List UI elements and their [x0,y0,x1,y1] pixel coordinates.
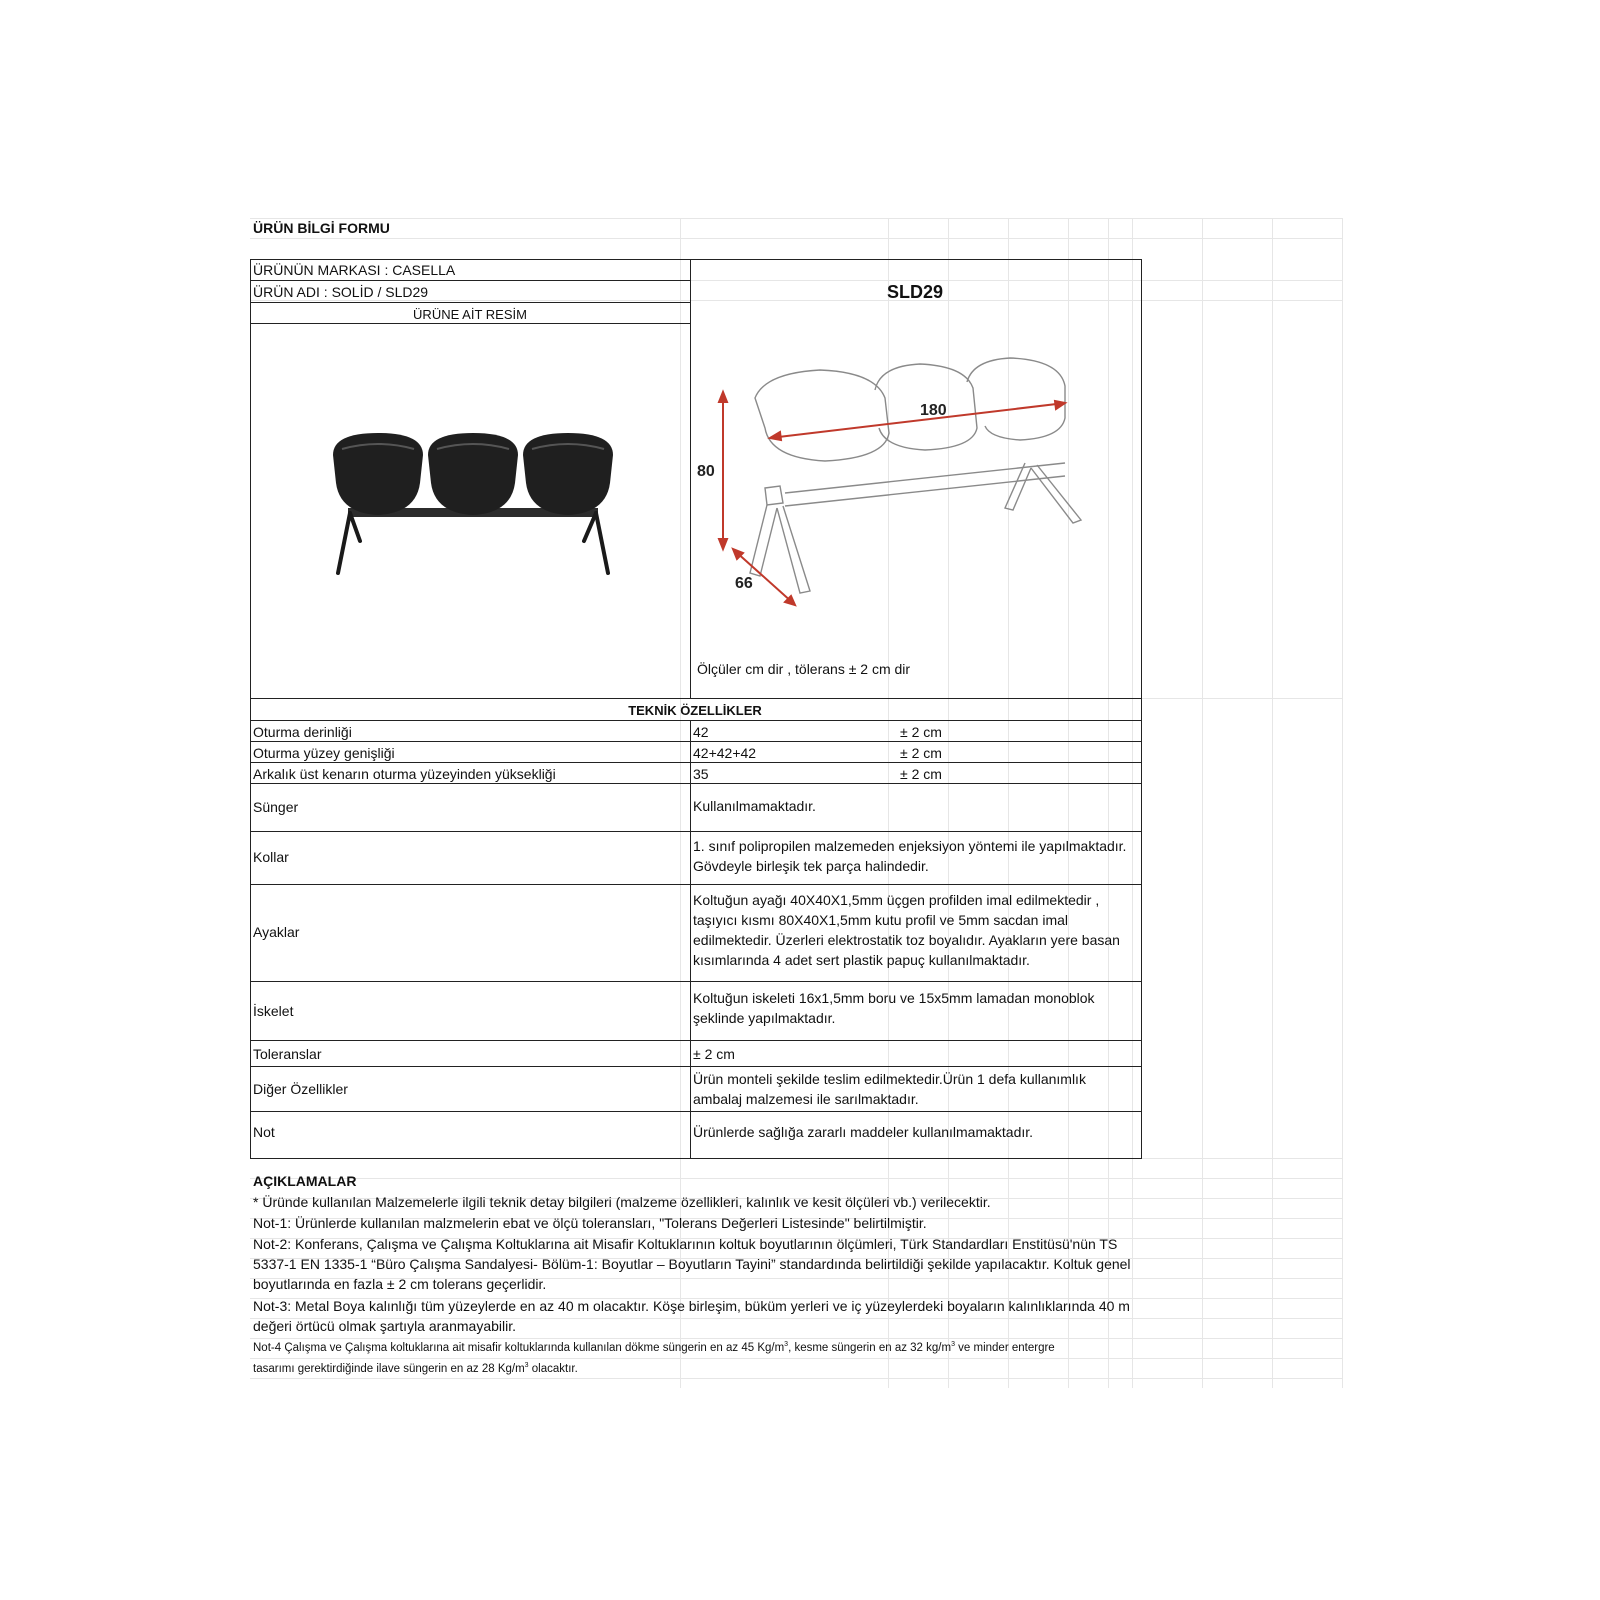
measurement-value: 42 [693,724,709,740]
note-4-text: tasarımı gerektirdiğinde ilave süngerin en az 28 Kg/m [253,1362,525,1375]
superscript: 3 [784,1341,789,1348]
divider [250,831,1141,832]
grid-line [1342,218,1343,1388]
note-4-text: , kesme süngerin en az 32 kg/m [788,1341,952,1354]
divider [250,302,690,303]
divider [250,698,1141,699]
brand-line: ÜRÜNÜN MARKASI : CASELLA [253,262,456,278]
spec-value: Gövdeyle birleşik tek parça halindedir. [693,858,929,874]
spec-value: Koltuğun ayağı 40X40X1,5mm üçgen profilden imal edilmektedir , [693,892,1100,908]
divider [250,884,1141,885]
divider [250,783,1141,784]
grid-line [250,218,1342,219]
note-4-line [253,1356,578,1379]
note-line: Not-2: Konferans, Çalışma ve Çalışma Koltuklarına ait Misafir Koltuklarının koltuk boyutlarının ölçümleri, Türk Standardları Enstitüsü'nün TS [253,1236,1118,1252]
spec-label-iskelet: İskelet [253,1003,294,1019]
note-4-text: Not-4 Çalışma ve Çalışma koltuklarına ait misafir koltuklarında kullanılan dökme süngerin en az 45 Kg/m [253,1341,785,1354]
product-code: SLD29 [886,282,944,302]
measurement-tolerance: ± 2 cm [900,724,942,740]
note-4-text: olacaktır. [528,1362,578,1375]
note-line: * Üründe kullanılan Malzemelerle ilgili teknik detay bilgileri (malzeme özellikleri, kalınlık ve kesit ölçüleri vb.) verilecektir. [253,1194,991,1210]
note-4-line [253,1335,1055,1358]
spec-value: Kullanılmamaktadır. [693,798,816,814]
measurement-label: Oturma yüzey genişliği [253,745,395,761]
grid-line [250,1178,1342,1179]
divider [690,720,691,1158]
spec-value: taşıyıcı kısmı 80X40X1,5mm kutu profil ve 5mm sacdan imal [693,912,1069,928]
tech-header: TEKNİK ÖZELLİKLER [628,703,762,718]
note-line: değeri örtücü olmak şartıyla aranmayabilir. [253,1318,517,1334]
spec-value: edilmektedir. Üzerleri elektrostatik toz boyalıdır. Ayakların yere basan [693,932,1120,948]
divider [250,741,1141,742]
notes-header: AÇIKLAMALAR [253,1173,357,1189]
divider [250,1066,1141,1067]
measurement-label: Arkalık üst kenarın oturma yüzeyinden yüksekliği [253,766,556,782]
measurement-tolerance: ± 2 cm [900,766,942,782]
spec-value: şeklinde yapılmaktadır. [693,1010,836,1026]
divider [250,981,1141,982]
spec-value: kısımlarında 4 adet sert plastik papuç kullanılmaktadır. [693,952,1030,968]
image-caption: ÜRÜNE AİT RESİM [413,307,527,322]
superscript: 3 [951,1341,955,1348]
note-line: Not-1: Ürünlerde kullanılan malzmelerin ebat ve ölçü toleransları, "Tolerans Değerleri Listesinde" belirtilmiştir. [253,1215,927,1231]
spec-label-not: Not [253,1124,275,1140]
product-photo [328,433,618,583]
grid-line [1272,218,1273,1388]
note-line: 5337-1 EN 1335-1 “Büro Çalışma Sandalyesi- Bölüm-1: Boyutlar – Boyutların Tayini” standardında belirtildiği şekilde yapılacaktır. Koltuk genel [253,1256,1131,1272]
spec-label-ayaklar: Ayaklar [253,924,300,940]
dimension-width: 180 [920,402,947,419]
dimension-height: 80 [697,463,715,480]
dimension-depth: 66 [735,575,753,592]
form-title: ÜRÜN BİLGİ FORMU [253,220,390,236]
spec-value: ± 2 cm [693,1046,735,1062]
spec-value: Ürün monteli şekilde teslim edilmektedir.Ürün 1 defa kullanımlık [693,1071,1086,1087]
divider [690,259,691,698]
divider [250,1111,1141,1112]
technical-drawing [697,358,1105,598]
product-info-sheet [250,218,1360,1388]
measurement-value: 42+42+42 [693,745,757,761]
note-line: boyutlarında en fazla ± 2 cm tolerans geçerlidir. [253,1276,547,1292]
spec-value: 1. sınıf polipropilen malzemeden enjeksiyon yöntemi ile yapılmaktadır. [693,838,1127,854]
divider [250,280,690,281]
spec-value: Koltuğun iskeleti 16x1,5mm boru ve 15x5mm lamadan monoblok [693,990,1095,1006]
divider [250,720,1141,721]
dimension-note: Ölçüler cm dir , tölerans ± 2 cm dir [697,661,911,677]
measurement-tolerance: ± 2 cm [900,745,942,761]
note-line: Not-3: Metal Boya kalınlığı tüm yüzeylerde en az 40 m olacaktır. Köşe birleşim, büküm yerleri ve iç yüzeylerdeki boyaların kalınlıklarında 40 m [253,1298,1130,1314]
spec-label-kollar: Kollar [253,849,289,865]
divider [250,1040,1141,1041]
spec-label-sunger: Sünger [253,799,299,815]
measurement-value: 35 [693,766,709,782]
spec-label-diger: Diğer Özellikler [253,1081,348,1097]
measurement-label: Oturma derinliği [253,724,352,740]
superscript: 3 [524,1362,529,1369]
note-4-text: ve minder entergre [954,1341,1055,1354]
grid-line [1202,218,1203,1388]
divider [250,762,1141,763]
grid-line [250,238,1342,239]
spec-value: ambalaj malzemesi ile sarılmaktadır. [693,1091,919,1107]
name-line: ÜRÜN ADI : SOLİD / SLD29 [253,284,429,300]
spec-value: Ürünlerde sağlığa zararlı maddeler kullanılmamaktadır. [693,1124,1034,1140]
divider [250,323,690,324]
spec-label-toleranslar: Toleranslar [253,1046,322,1062]
